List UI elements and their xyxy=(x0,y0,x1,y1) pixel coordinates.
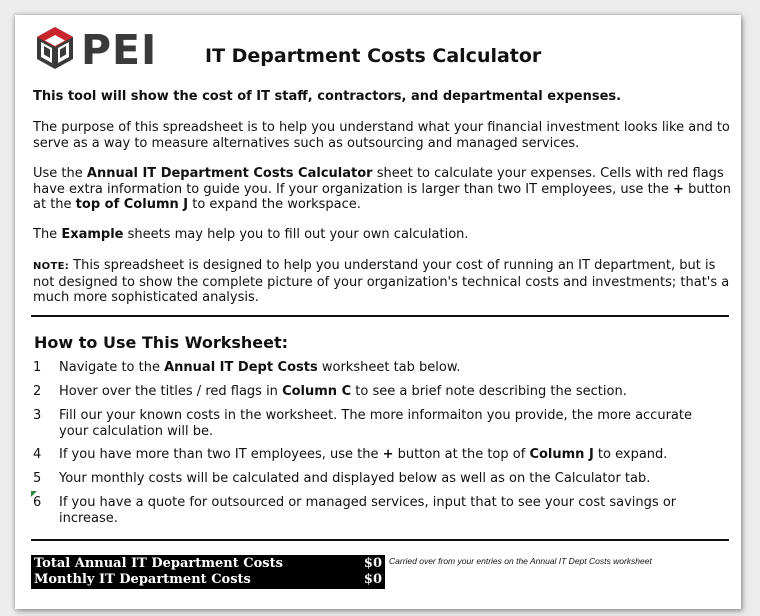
monthly-total-value[interactable]: $0 xyxy=(363,572,382,587)
intro-note: NOTE: This spreadsheet is designed to help you understand your cost of running an IT department, but is not designed to show the complete picture of your organization's technical costs and investments; that's a much more sophisticated analysis. xyxy=(33,258,730,305)
annual-total-row xyxy=(34,556,382,572)
annual-total-label: Total Annual IT Department Costs xyxy=(34,556,283,571)
divider-bottom xyxy=(31,539,729,541)
logo-text: PEI xyxy=(81,26,158,73)
intro-purpose: The purpose of this spreadsheet is to help you understand what your financial investment looks like and to serve as a way to measure alternatives such as outsourcing and managed services. xyxy=(33,120,730,151)
carried-over-note: Carried over from your entries on the Annual IT Dept Costs worksheet xyxy=(389,556,652,566)
monthly-total-row xyxy=(34,572,382,588)
annual-total-value[interactable]: $0 xyxy=(363,556,382,571)
intro-usage: Use the Annual IT Department Costs Calculator sheet to calculate your expenses. Cells with red flags have extra information to guide you. If your organization is larger than two IT employees, use the + button at the top of Column J to expand the workspace. xyxy=(33,166,731,212)
note-label: NOTE: xyxy=(33,261,70,272)
how-to-title: How to Use This Worksheet: xyxy=(34,333,289,352)
totals-box xyxy=(31,555,385,589)
monthly-total-label: Monthly IT Department Costs xyxy=(34,572,251,587)
worksheet: PEI IT Department Costs Calculator This tool will show the cost of IT staff, contractors, and departmental expenses. The purpose of this spreadsheet is to help you understand what your financial investment looks like and to serve as a way to measure alternatives such as outsourcing and managed services. Use the Annual IT Department Costs Calculator sheet to calculate your expenses. Cells with red flags have extra information to guide you. If your organization is larger than two IT employees, use the + button at the top of Column J to expand the workspace. The Example sheets may help you to fill out your own calculation. NOTE: This spreadsheet is designed to help you understand your cost of running an IT department, but is not designed to show the complete picture of your organization's technical costs and investments; that's a much more sophisticated analysis. How to Use This Worksheet: 1 Navigate to the Annual IT Dept Costs worksheet tab below. 2 Hover over the titles / red flags in Column C to see a brief note describing the section. 3 Fill our your known costs in the worksheet. The more informaiton you provide, the more accurate your calculation will be. 4 If you have more than two IT employees, use the + button at the top of Column J to expand. 5 Your monthly costs will be calculated and displayed below as well as on the Calculator tab. 6 If you have a quote for outsourced or managed services, input that to see your cost savings or increase. Total Annual IT Department Costs $0 Monthly IT Department Costs $0 Carried over from your entries on the Annual IT Dept Costs worksheet xyxy=(15,15,741,609)
intro-example: The Example sheets may help you to fill out your own calculation. xyxy=(33,227,469,242)
intro-lead: This tool will show the cost of IT staff, contractors, and departmental expenses. xyxy=(33,89,622,104)
logo-cube-icon xyxy=(37,27,73,69)
divider-top xyxy=(31,315,729,317)
pei-logo xyxy=(33,23,193,73)
page-title: IT Department Costs Calculator xyxy=(205,45,542,67)
